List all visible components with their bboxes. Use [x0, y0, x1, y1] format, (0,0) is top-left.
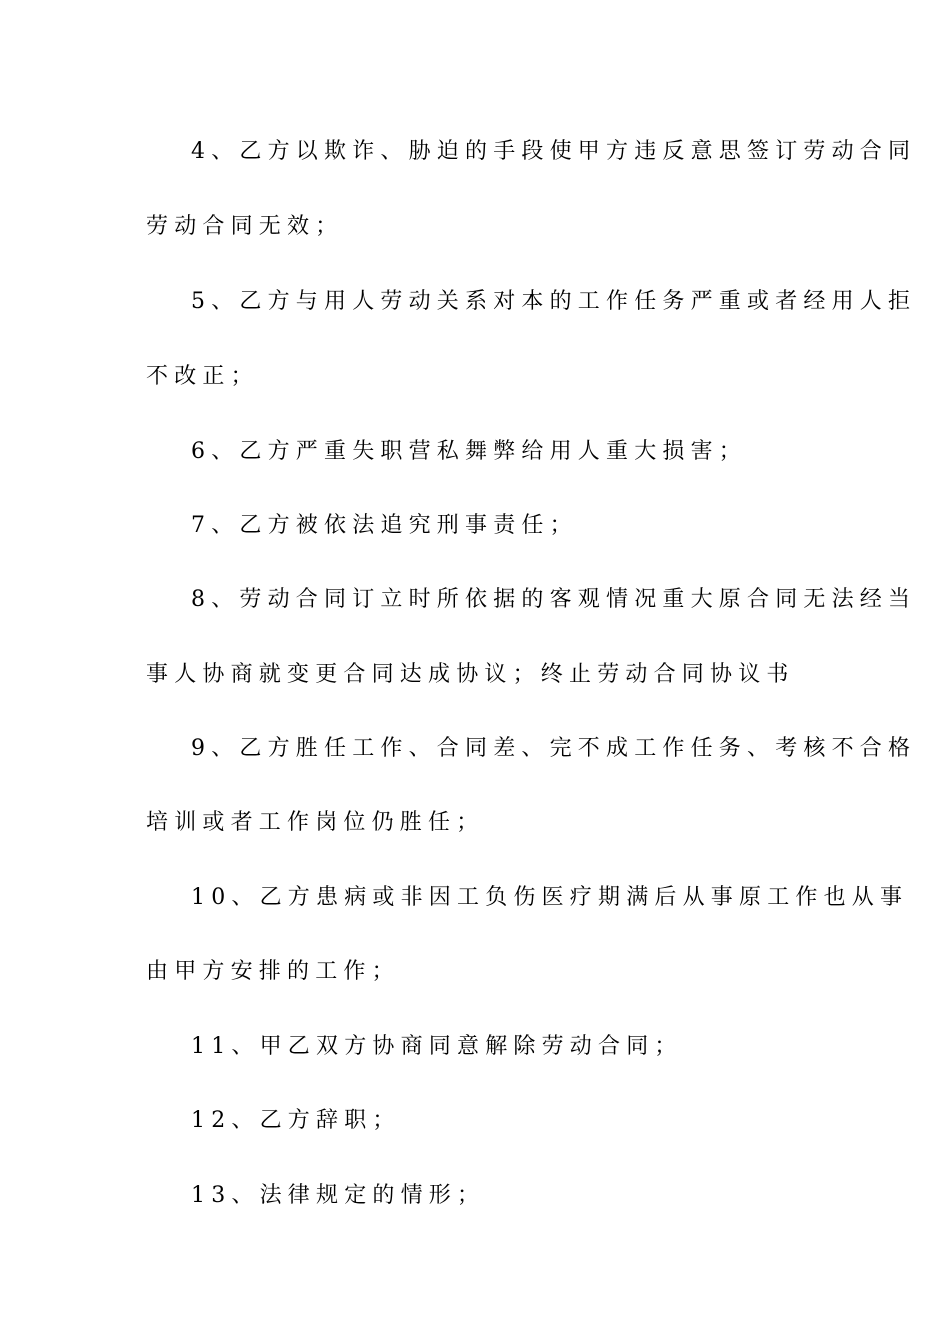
clause-11: 11、甲乙双方协商同意解除劳动合同； [191, 1034, 683, 1059]
clause-10-line-2: 由甲方安排的工作； [146, 959, 400, 984]
clause-8-line-1: 8、劳动合同订立时所依据的客观情况重大原合同无法经当 [191, 587, 917, 612]
clause-10-line-1: 10、乙方患病或非因工负伤医疗期满后从事原工作也从事 [191, 885, 909, 910]
clause-5-line-1: 5、乙方与用人劳动关系对本的工作任务严重或者经用人拒 [191, 289, 917, 314]
clause-9-line-2: 培训或者工作岗位仍胜任； [146, 810, 485, 835]
clause-5-line-2: 不改正； [146, 364, 259, 389]
clause-13: 13、法律规定的情形； [191, 1183, 486, 1208]
clause-12: 12、乙方辞职； [191, 1108, 401, 1133]
clause-4-line-1: 4、乙方以欺诈、胁迫的手段使甲方违反意思签订劳动合同 [191, 139, 917, 164]
clause-9-line-1: 9、乙方胜任工作、合同差、完不成工作任务、考核不合格 [191, 736, 917, 761]
clause-8-line-2: 事人协商就变更合同达成协议；终止劳动合同协议书 [146, 662, 795, 687]
clause-6: 6、乙方严重失职营私舞弊给用人重大损害； [191, 439, 747, 464]
clause-7: 7、乙方被依法追究刑事责任； [191, 513, 578, 538]
clause-4-line-2: 劳动合同无效； [146, 214, 344, 239]
